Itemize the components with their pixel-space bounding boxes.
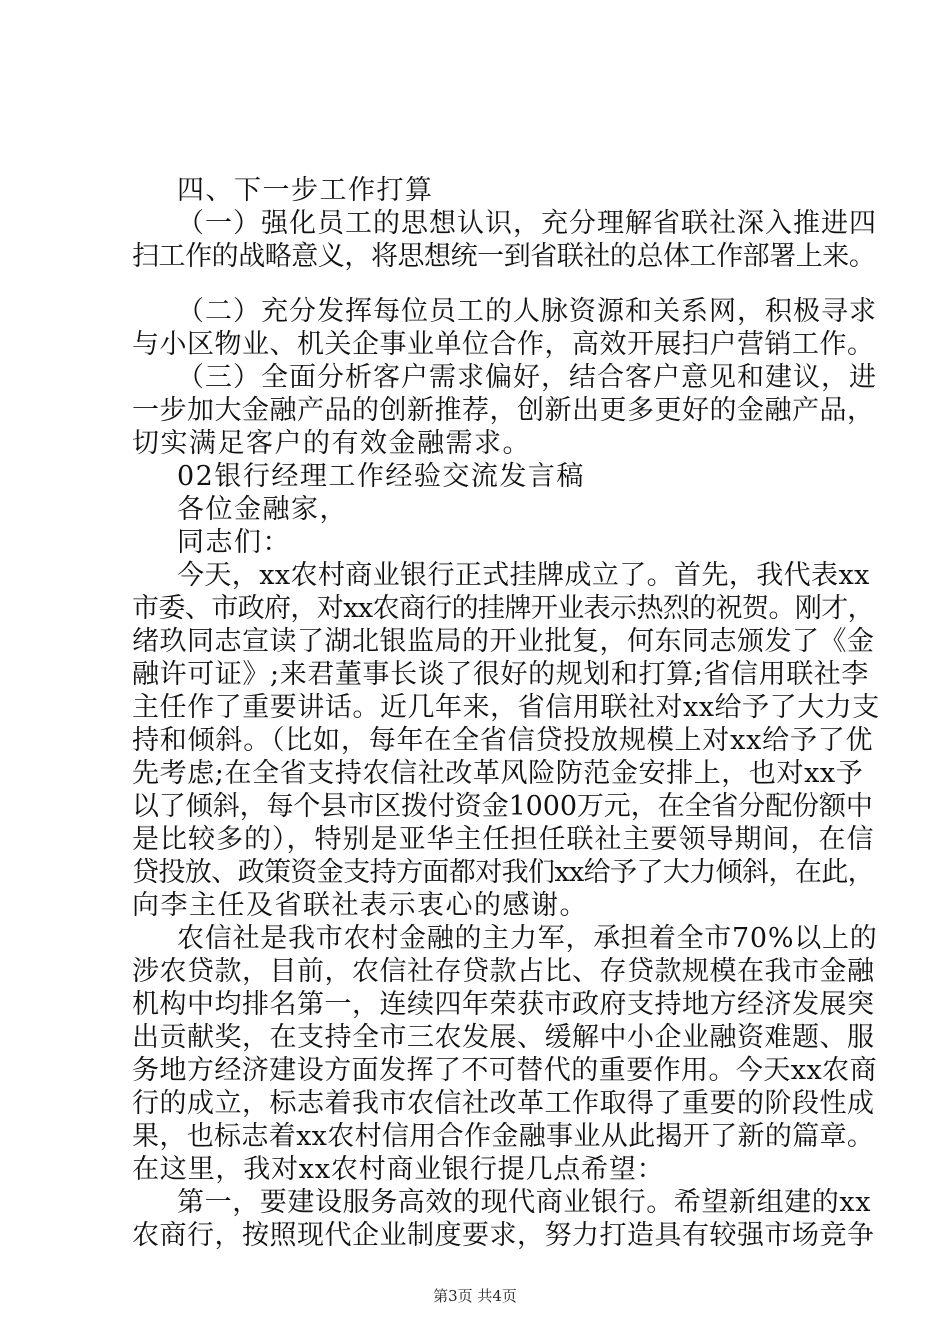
paragraph-line: 切实满足客户的有效金融需求。 [132, 428, 531, 459]
paragraph-line: （一）强化员工的思想认识，充分理解省联社深入推进四 [177, 208, 877, 239]
page-number-footer: 第3页 共4页 [433, 1287, 517, 1305]
section-heading: 四、下一步工作打算 [177, 175, 434, 206]
salutation-line: 同志们： [177, 527, 291, 558]
paragraph-line: 在这里，我对xx农村商业银行提几点希望： [132, 1154, 665, 1185]
paragraph-line: 行的成立，标志着我市农信社改革工作取得了重要的阶段性成 [132, 1088, 875, 1119]
paragraph-line: 今天，xx农村商业银行正式挂牌成立了。首先，我代表xx [177, 560, 870, 591]
paragraph-line: 贷投放、政策资金支持方面都对我们xx给予了大力倾斜，在此， [132, 857, 875, 888]
speech-title: 02银行经理工作经验交流发言稿 [177, 461, 585, 492]
paragraph-line: 出贡献奖，在支持全市三农发展、缓解中小企业融资难题、服 [132, 1022, 875, 1053]
paragraph-line: 主任作了重要讲话。近几年来，省信用联社对xx给予了大力支 [132, 692, 880, 723]
paragraph-line: 市委、市政府，对xx农商行的挂牌开业表示热烈的祝贺。刚才， [132, 593, 875, 624]
paragraph-line: 一步加大金融产品的创新推荐，创新出更多更好的金融产品， [132, 395, 875, 426]
paragraph-line: 农商行，按照现代企业制度要求，努力打造具有较强市场竞争 [132, 1220, 875, 1251]
paragraph-line: 与小区物业、机关企事业单位合作，高效开展扫户营销工作。 [132, 329, 875, 360]
paragraph-line: 是比较多的），特别是亚华主任担任联社主要领导期间，在信 [132, 824, 875, 855]
paragraph-line: 涉农贷款，目前，农信社存贷款占比、存贷款规模在我市金融 [132, 956, 875, 987]
paragraph-line: 融许可证》;来君董事长谈了很好的规划和打算;省信用联社李 [132, 659, 869, 690]
paragraph-line: 农信社是我市农村金融的主力军，承担着全市70%以上的 [177, 923, 878, 954]
paragraph-line: 机构中均排名第一，连续四年荣获市政府支持地方经济发展突 [132, 989, 875, 1020]
paragraph-line: （三）全面分析客户需求偏好，结合客户意见和建议，进 [177, 362, 877, 393]
paragraph-line: 果，也标志着xx农村信用合作金融事业从此揭开了新的篇章。 [132, 1121, 875, 1152]
paragraph-line: 第一，要建设服务高效的现代商业银行。希望新组建的xx [177, 1187, 872, 1218]
paragraph-line: 绪玖同志宣读了湖北银监局的开业批复，何东同志颁发了《金 [132, 626, 875, 657]
paragraph-line: 扫工作的战略意义，将思想统一到省联社的总体工作部署上来。 [132, 241, 876, 272]
salutation-line: 各位金融家， [177, 494, 348, 525]
paragraph-line: 先考虑;在全省支持农信社改革风险防范金安排上，也对xx予 [132, 758, 864, 789]
paragraph-line: （二）充分发挥每位员工的人脉资源和关系网，积极寻求 [177, 296, 877, 327]
paragraph-line: 向李主任及省联社表示衷心的感谢。 [132, 890, 588, 921]
paragraph-line: 以了倾斜，每个县市区拨付资金1000万元，在全省分配份额中 [132, 791, 873, 822]
paragraph-line: 持和倾斜。（比如，每年在全省信贷投放规模上对xx给予了优 [132, 725, 874, 756]
paragraph-line: 务地方经济建设方面发挥了不可替代的重要作用。今天xx农商 [132, 1055, 878, 1086]
